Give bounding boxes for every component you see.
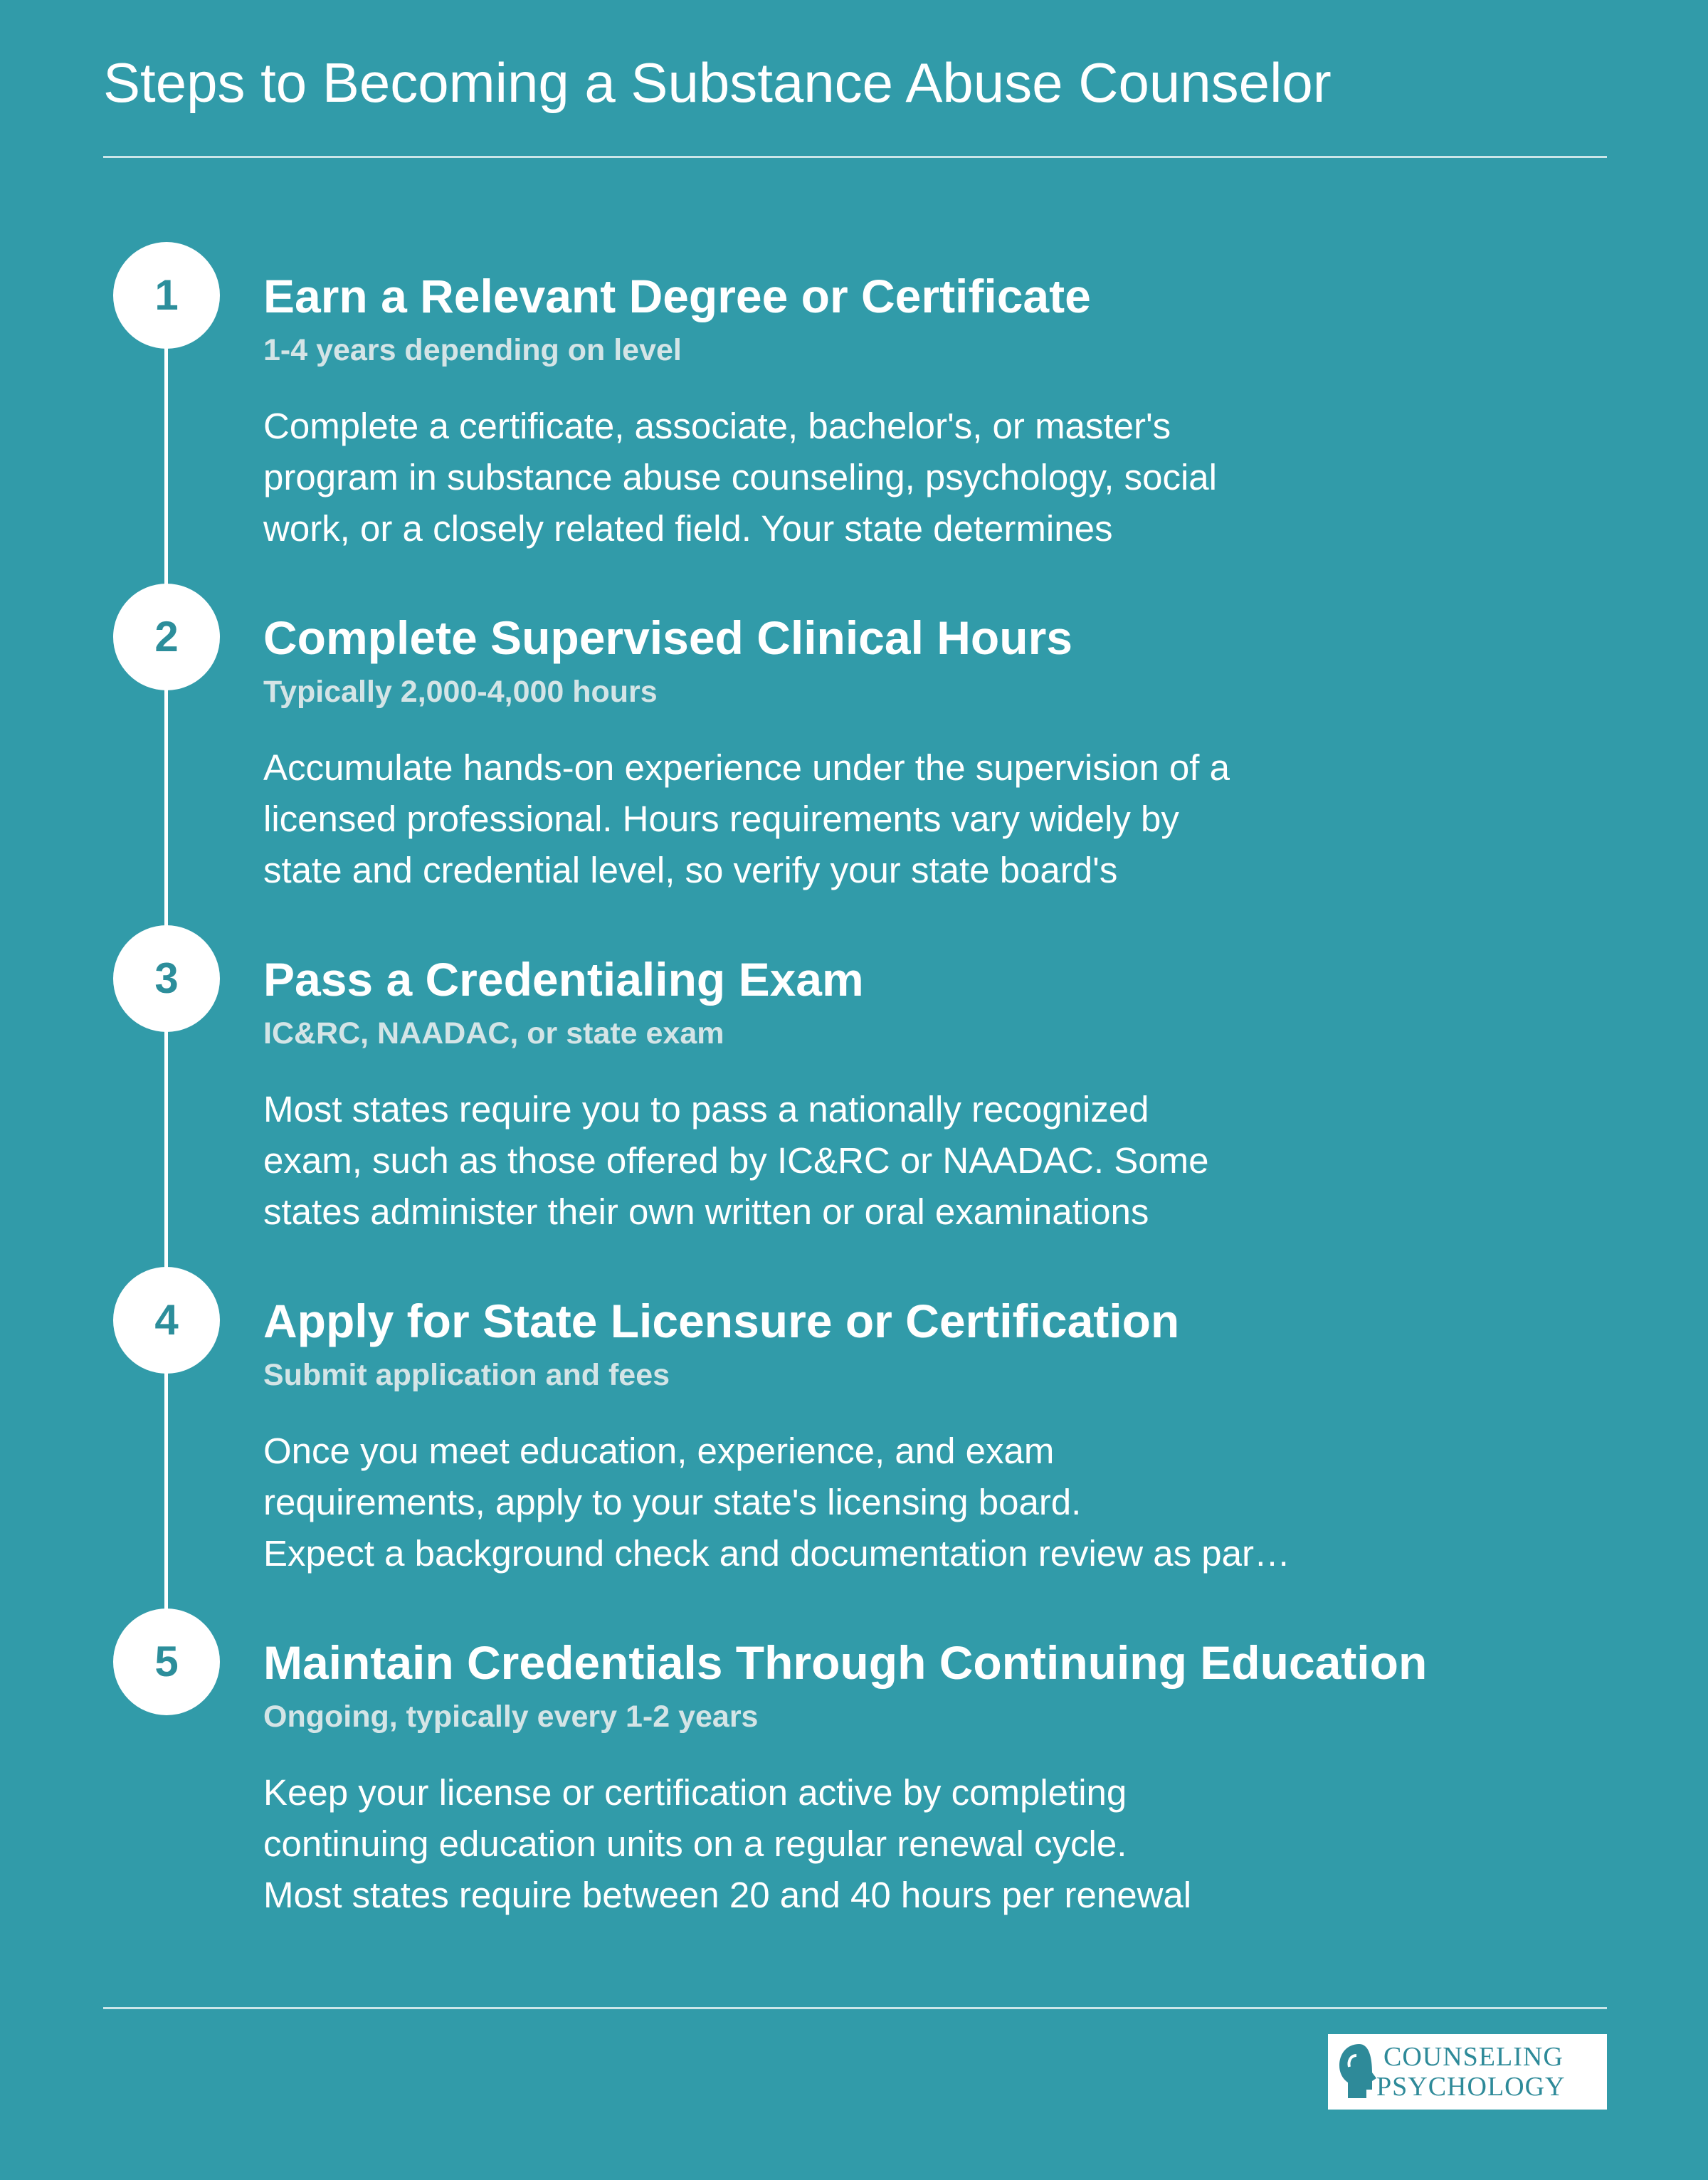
top-divider <box>103 156 1607 158</box>
site-logo <box>1328 2034 1607 2110</box>
description-line: program in substance abuse counseling, psychology, social <box>263 457 1217 497</box>
step-title: Earn a Relevant Degree or Certificate <box>263 270 1091 322</box>
description-line: Keep your license or certification active by completing <box>263 1772 1127 1813</box>
description-line: continuing education units on a regular renewal cycle. <box>263 1823 1127 1864</box>
step-description <box>263 1084 1416 1238</box>
page-title: Steps to Becoming a Substance Abuse Counselor <box>103 51 1332 114</box>
description-line: Most states require between 20 and 40 hours per renewal <box>263 1875 1192 1915</box>
step-description <box>263 401 1416 554</box>
logo-text-counseling: COUNSELING <box>1383 2042 1564 2072</box>
step-title: Apply for State Licensure or Certification <box>263 1295 1180 1347</box>
step-3 <box>0 925 1708 1232</box>
step-4 <box>0 1267 1708 1574</box>
step-number-badge: 5 <box>113 1608 220 1715</box>
step-subtitle: IC&RC, NAADAC, or state exam <box>263 1016 724 1050</box>
step-title: Pass a Credentialing Exam <box>263 953 864 1006</box>
step-2 <box>0 584 1708 890</box>
step-description <box>263 1426 1416 1579</box>
description-line: licensed professional. Hours requirements vary widely by <box>263 799 1179 839</box>
step-title: Maintain Credentials Through Continuing Education <box>263 1636 1428 1689</box>
logo-text-psychology: PSYCHOLOGY <box>1376 2072 1566 2102</box>
description-line: requirements, apply to your state's licensing board. <box>263 1482 1082 1522</box>
description-line: Once you meet education, experience, and exam <box>263 1431 1055 1471</box>
description-line: work, or a closely related field. Your state determines <box>263 508 1113 549</box>
description-line: exam, such as those offered by IC&RC or NAADAC. Some <box>263 1140 1209 1181</box>
description-line: Expect a background check and documentation review as par… <box>263 1533 1290 1574</box>
step-subtitle: Ongoing, typically every 1-2 years <box>263 1700 759 1734</box>
description-line: state and credential level, so verify your state board's <box>263 850 1118 890</box>
step-title: Complete Supervised Clinical Hours <box>263 611 1072 664</box>
description-line: Accumulate hands-on experience under the supervision of a <box>263 747 1230 788</box>
step-number-badge: 3 <box>113 925 220 1032</box>
step-number-badge: 2 <box>113 584 220 690</box>
step-subtitle: Typically 2,000-4,000 hours <box>263 675 658 709</box>
description-line: Complete a certificate, associate, bachelor's, or master's <box>263 406 1171 446</box>
head-profile-icon <box>1335 2041 1378 2102</box>
step-description <box>263 742 1416 896</box>
step-5 <box>0 1608 1708 1915</box>
step-1 <box>0 242 1708 549</box>
step-number-badge: 1 <box>113 242 220 349</box>
step-description <box>263 1767 1416 1921</box>
bottom-divider <box>103 2007 1607 2009</box>
step-subtitle: Submit application and fees <box>263 1358 670 1392</box>
step-subtitle: 1-4 years depending on level <box>263 333 682 367</box>
description-line: Most states require you to pass a nationally recognized <box>263 1089 1149 1130</box>
description-line: states administer their own written or oral examinations <box>263 1191 1149 1232</box>
step-number-badge: 4 <box>113 1267 220 1374</box>
